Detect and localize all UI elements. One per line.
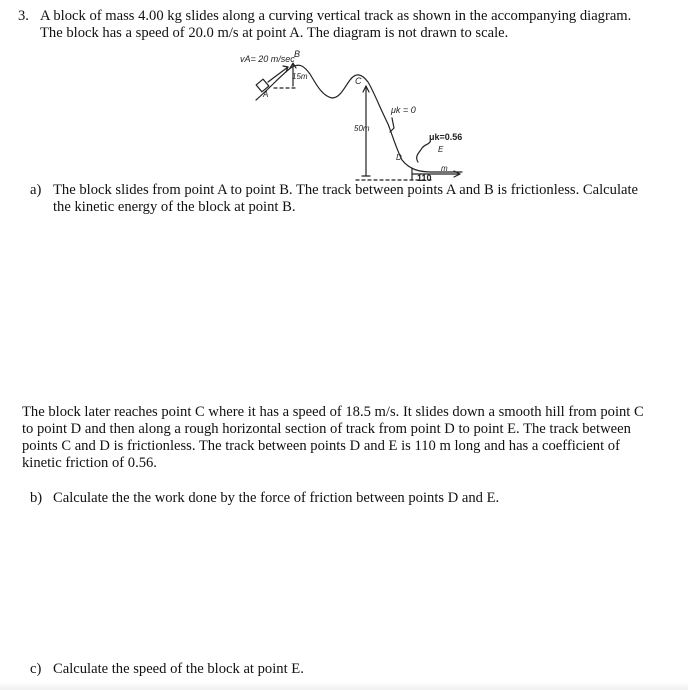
part-b-label: b) xyxy=(30,490,43,506)
question-intro-line2: The block has a speed of 20.0 m/s at point A. The diagram is not drawn to scale. xyxy=(40,25,509,41)
part-c-label: c) xyxy=(30,661,42,677)
part-c-text: Calculate the speed of the block at point E. xyxy=(53,661,304,677)
part-a-line1: The block slides from point A to point B. The track between points A and B is frictionless. Calculate xyxy=(53,182,639,198)
question-intro-line1: A block of mass 4.00 kg slides along a curving vertical track as shown in the accompanying diagram. xyxy=(40,8,632,24)
label-b: B xyxy=(294,49,301,59)
label-a: A xyxy=(263,90,269,99)
label-d: D xyxy=(396,153,402,162)
paragraph-line1: The block later reaches point C where it has a speed of 18.5 m/s. It slides down a smooth hill from point C xyxy=(22,404,644,420)
length-unit-label: m xyxy=(441,164,448,173)
bottom-edge-shade xyxy=(0,682,688,690)
paragraph-line4: kinetic friction of 0.56. xyxy=(22,455,157,471)
paragraph-line2: to point D and then along a rough horizontal section of track from point D to point E. The track between xyxy=(22,421,631,437)
rough-surface-arrow xyxy=(417,142,430,162)
part-a-line2: the kinetic energy of the block at point B. xyxy=(53,199,296,215)
length-de-label: 110 xyxy=(417,173,432,183)
label-c: C xyxy=(355,76,362,86)
mu-zero-label: μk = 0 xyxy=(391,105,416,115)
paragraph-line3: points C and D is frictionless. The track between points D and E is 110 m long and has a coefficient of xyxy=(22,438,620,454)
part-a-label: a) xyxy=(30,182,42,198)
label-e: E xyxy=(438,145,444,154)
mu-rough-label: μk=0.56 xyxy=(429,132,463,142)
part-b-text: Calculate the the work done by the force of friction between points D and E. xyxy=(53,490,500,506)
track-diagram xyxy=(0,0,688,200)
height-c-label: 50m xyxy=(354,124,370,133)
height-b-label: 15m xyxy=(292,72,308,81)
question-number: 3. xyxy=(18,8,29,24)
va-label: vA= 20 m/sec xyxy=(240,54,295,64)
